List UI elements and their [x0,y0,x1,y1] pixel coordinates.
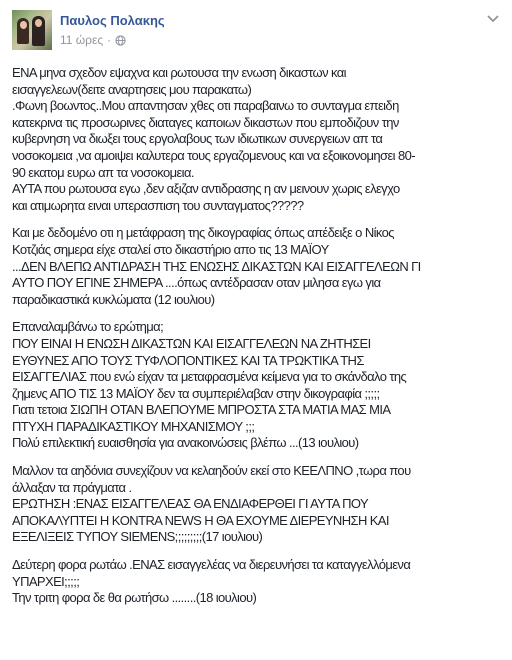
post-text-line: ΕΞΕΛΙΞΕΙΣ ΤΥΠΟΥ SIEMENS;;;;;;;;;(17 ιουλιου) [12,529,263,545]
post-meta [60,33,126,47]
post-text-line: ...ΔΕΝ ΒΛΕΠΩ ΑΝΤΙΔΡΑΣΗ ΤΗΣ ΕΝΩΣΗΣ ΔΙΚΑΣΤΩΝ ΚΑΙ ΕΙΣΑΓΓΕΛΕΩΝ ΓΙ [12,258,421,274]
post-header [0,0,512,60]
post-text-line: ΕΥΘΥΝΕΣ ΑΠΟ ΤΟΥΣ ΤΥΦΛΟΠΟΝΤΙΚΕΣ ΚΑΙ ΤΑ ΤΡΩΚΤΙΚΑ ΤΗΣ [12,352,364,368]
post-text-line: Την τριτη φορα δε θα ρωτήσω ........(18 ιουλιου) [12,590,257,606]
post-text-line: Πολύ επιλεκτική ευαισθησία για ανακοινώσεις βλέπω ...(13 ιουλιου) [12,435,359,451]
post-paragraph [12,225,504,308]
meta-separator: · [107,33,112,47]
chevron-down-icon[interactable] [486,14,500,24]
post-text-line: κυβερνηση να διωξει τους εργολαβους των ιδιωτικων συνεργειων απ τα [12,131,383,147]
author-name[interactable]: Παυλος Πολακης [60,13,165,28]
post-text-line: ΥΠΑΡΧΕΙ;;;;; [12,573,80,589]
post-timestamp[interactable]: 11 ώρες [60,33,104,47]
post-text-line: ΕΙΣΑΓΓΕΛΙΑΣ που ενώ είχαν τα μεταφρασμένα κείμενα για το σκάνδαλο της [12,369,407,385]
post-text-line: ΑΥΤΑ που ρωτουσα εγω ,δεν αξιζαν αντιδρασης η αν μεινουν χωρις ελεγχο [12,181,400,197]
post-text-line: ΠΟΥ ΕΙΝΑΙ Η ΕΝΩΣΗ ΔΙΚΑΣΤΩΝ ΚΑΙ ΕΙΣΑΓΓΕΛΕΩΝ ΝΑ ΖΗΤΗΣΕΙ [12,335,371,351]
post-text-line: κατεκρινα τις προσωρινες διαταγες καποιων δικαστων που εμποδιζουν την [12,114,399,130]
post-paragraph [12,557,504,607]
post-text-line: εισαγγελεων(δειτε αναρτησεις μου παρακατω) [12,81,252,97]
post-text-line: ΑΥΤΟ ΠΟΥ ΕΓΙΝΕ ΣΗΜΕΡΑ ....όπως αντέδρασαν οταν μιλησα εγω για [12,275,381,291]
author-avatar[interactable] [12,10,52,50]
post-text-line: ΕΡΩΤΗΣΗ :ΕΝΑΣ ΕΙΣΑΓΓΕΛΕΑΣ ΘΑ ΕΝΔΙΑΦΕΡΘΕΙ ΓΙ ΑΥΤΑ ΠΟΥ [12,496,369,512]
post-paragraph [12,65,504,214]
post-text-line: Δεύτερη φορα ρωτάω .ΕΝΑΣ εισαγγελέας να διερευνήσει τα καταγγελλόμενα [12,557,411,573]
post-paragraph [12,319,504,452]
post-body [12,65,504,618]
post-paragraph [12,463,504,546]
post-text-line: Γιατι τετοια ΣΙΩΠΗ ΟΤΑΝ ΒΛΕΠΟΥΜΕ ΜΠΡΟΣΤΑ ΣΤΑ ΜΑΤΙΑ ΜΑΣ ΜΙΑ [12,402,391,418]
post-text-line: .Φωνη βοωντος..Μου απαντησαν χθες οτι παραβαινω το συνταγμα επειδη [12,98,399,114]
post-text-line: παραδικαστικά κυκλώματα (12 ιουλιου) [12,291,215,307]
post-text-line: 90 εκατομ ευρω απ τα νοσοκομεια. [12,164,194,180]
post-text-line: Και με δεδομένο οτι η μετάφραση της δικογραφίας όπως απέδειξε ο Νίκος [12,225,394,241]
post-text-line: ΑΠΟΚΑΛΥΠΤΕΙ Η KONTRA NEWS Η ΘΑ ΕΧΟΥΜΕ ΔΙΕΡΕΥΝΗΣΗ ΚΑΙ [12,512,389,528]
post-text-line: και ατιμωρητα ειναι υπερασπιση του συνταγματος????? [12,197,304,213]
post-text-line: ΕΝΑ μηνα σχεδον εψαχνα και ρωτουσα την ενωση δικαστων και [12,65,346,80]
post-text-line: άλλαξαν τα πράγματα . [12,479,132,495]
post-text-line: ζημενς ΑΠΟ ΤΙΣ 13 ΜΑΪΟΥ δεν τα συμπεριέλαβαν στην δικογραφία ;;;;; [12,385,380,401]
post-text-line: νοσοκομεια ,να αμοιψει καλυτερα τους εργαζομενους και να εξοικονομησει 80- [12,147,415,163]
post-text-line: ΠΤΥΧΗ ΠΑΡΑΔΙΚΑΣΤΙΚΟΥ ΜΗΧΑΝΙΣΜΟΥ ;;; [12,418,255,434]
post-text-line: Μαλλον τα αηδόνια συνεχίζουν να κελαηδούν εκεί στο ΚΕΕΛΠΝΟ ,τωρα που [12,463,411,479]
globe-icon [115,35,126,46]
post-text-line: Επαναλαμβάνω το ερώτημα; [12,319,164,335]
post-text-line: Κοτζιάς σημερα είχε σταλεί στο δικαστήριο απο τις 13 ΜΑΪΟΥ [12,241,329,257]
